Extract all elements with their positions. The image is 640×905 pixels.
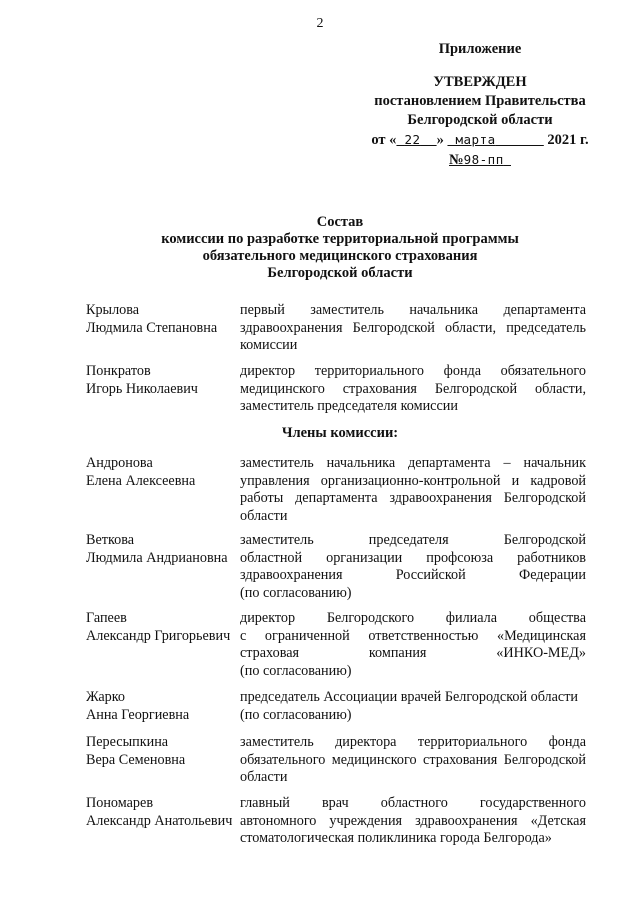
member-name [86,302,236,337]
number-value: 98-пп [463,152,504,167]
member-given-names: Александр Григорьевич [86,627,231,644]
member-given-names: Александр Анатольевич [86,812,233,829]
member-role [240,689,586,724]
number-prefix: № [449,152,464,168]
member-name [86,363,236,398]
member-surname: Андронова [86,455,153,471]
date-day: 22 [404,132,421,147]
member-role [240,532,586,602]
role-line: работы департамента здравоохранения Белгородской [240,490,586,506]
date-mid: » [436,132,444,148]
role-line: обязательного медицинского страхования Белгородской [240,751,586,768]
member-surname: Крылова [86,302,140,318]
role-line: области [240,507,288,524]
approval-line-2: Белгородской области [407,112,553,128]
member-role [240,363,586,416]
approval-date [360,130,600,150]
member-name [86,532,236,567]
role-line: области [240,769,288,785]
date-prefix: от « [371,132,397,148]
role-line: (по согласованию) [240,584,352,601]
date-month: марта [455,132,496,147]
member-name [86,734,236,769]
page-number: 2 [316,16,324,31]
role-line: заместитель директора территориального фонда [240,734,586,750]
title-line-1: Состав [316,214,364,230]
member-surname: Веткова [86,532,135,548]
role-line: директор территориального фонда обязательного [240,363,586,379]
member-given-names: Людмила Степановна [86,319,218,336]
title-line-3: обязательного медицинского страхования [202,248,478,264]
approved-label: УТВЕРЖДЕН [433,74,527,90]
member-given-names: Вера Семеновна [86,751,186,768]
member-surname: Пересыпкина [86,734,169,750]
role-line: здравоохранения Российской Федерации [240,567,586,583]
member-name [86,455,236,490]
document-title [100,214,580,282]
role-line: здравоохранения Белгородской области, председатель [240,319,586,336]
member-role [240,302,586,355]
date-year: 2021 г. [547,132,589,148]
role-line: первый заместитель начальника департамента [240,302,586,318]
member-name [86,689,236,724]
member-role [240,610,586,680]
role-line: областной организации профсоюза работников [240,549,586,566]
member-name [86,795,236,830]
member-given-names: Людмила Андриановна [86,549,228,566]
role-line: председатель Ассоциации врачей Белгородской области [240,689,579,705]
member-role [240,455,586,525]
role-line: (по согласованию) [240,662,352,679]
member-surname: Понкратов [86,363,151,379]
role-line: страховая компания «ИНКО-МЕД» [240,645,586,661]
member-name [86,610,236,645]
member-surname: Жарко [86,689,126,705]
role-line: заместитель председателя комиссии [240,398,458,414]
approval-block [360,40,600,170]
member-role [240,795,586,848]
member-given-names: Анна Георгиевна [86,706,190,723]
member-given-names: Елена Алексеевна [86,472,196,489]
member-surname: Пономарев [86,795,154,811]
role-line: заместитель начальника департамента – начальник [240,455,586,471]
member-surname: Гапеев [86,610,127,626]
role-line: медицинского страхования Белгородской области, [240,380,586,397]
role-line: с ограниченной ответственностью «Медицинская [240,627,586,644]
member-given-names: Игорь Николаевич [86,380,198,397]
member-role [240,734,586,787]
members-heading: Члены комиссии: [281,425,399,441]
role-line: автономного учреждения здравоохранения «Детская [240,812,586,829]
appendix-label: Приложение [438,41,522,57]
approval-line-1: постановлением Правительства [374,93,586,109]
role-line: заместитель председателя Белгородской [240,532,586,548]
title-line-4: Белгородской области [267,265,413,281]
title-line-2: комиссии по разработке территориальной программы [161,231,519,247]
role-line: директор Белгородского филиала общества [240,610,586,626]
role-line: стоматологическая поликлиника города Белгорода» [240,830,552,846]
role-line: (по согласованию) [240,706,352,723]
approval-number [360,150,600,170]
role-line: главный врач областного государственного [240,795,586,811]
role-line: управления организационно-контрольной и кадровой [240,472,586,489]
role-line: комиссии [240,337,298,353]
